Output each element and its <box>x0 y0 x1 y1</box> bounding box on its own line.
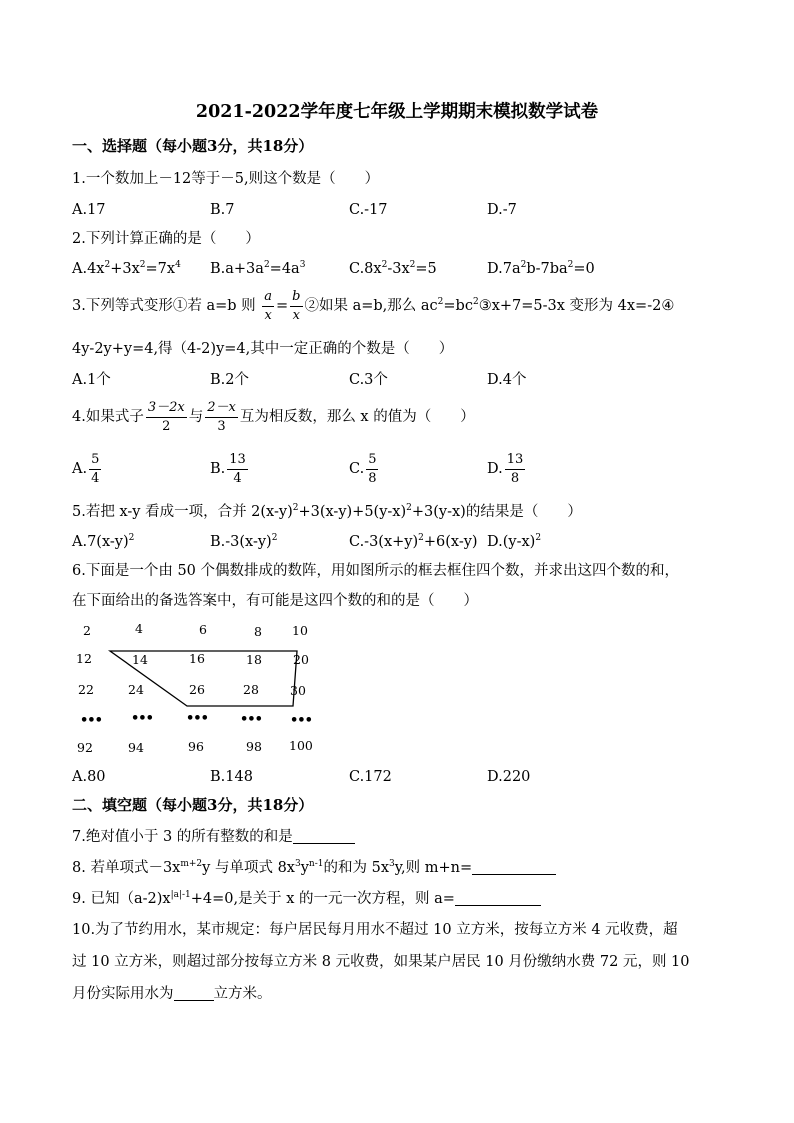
q3-option-b: B.2个 <box>210 372 249 388</box>
grid-cell: 18 <box>246 652 262 667</box>
grid-cell: 2 <box>83 623 91 638</box>
grid-cell: 4 <box>135 621 143 636</box>
section-heading-choice: 一、选择题（每小题3分，共18分） <box>72 137 314 155</box>
section-heading-fill-in: 二、填空题（每小题3分，共18分） <box>72 796 314 814</box>
fraction-expr-1: $\frac{3-2x}{2}$ <box>147 400 185 434</box>
q1-option-a: A.17 <box>72 202 106 218</box>
grid-cell: 20 <box>293 652 309 667</box>
grid-cell: 92 <box>77 740 93 755</box>
question-6-line-1: 6.下面是一个由 50 个偶数排成的数阵，用如图所示的框去框住四个数，并求出这四个数的和， <box>72 563 679 579</box>
grid-cell: 6 <box>199 622 207 637</box>
question-10-line-2: 过 10 立方米，则超过部分按每立方米 8 元收费，如果某户居民 10 月份缴纳水费 72 元，则 10 <box>72 954 690 970</box>
q6-option-d: D.220 <box>487 769 531 785</box>
grid-ellipsis: ••• <box>80 713 102 728</box>
question-1: 1.一个数加上－12等于－5,则这个数是（ ） <box>72 171 380 187</box>
q2-option-b: $B.a+3a^2=4a^3$ <box>210 260 306 277</box>
grid-ellipsis: ••• <box>131 711 153 726</box>
q6-option-a: A.80 <box>72 769 106 785</box>
q2-option-c: $C.8x^2-3x^2=5$ <box>349 260 437 277</box>
fraction-expr-2: $\frac{2-x}{3}$ <box>207 400 236 434</box>
q3-option-a: A.1个 <box>72 372 111 388</box>
q2-option-a: $A.4x^2+3x^2=7x^4$ <box>72 260 181 277</box>
grid-cell: 8 <box>254 624 262 639</box>
q6-option-c: C.172 <box>349 769 392 785</box>
question-2: 2.下列计算正确的是（ ） <box>72 231 260 247</box>
grid-cell: 14 <box>132 652 148 667</box>
q1-option-c: C.-17 <box>349 202 388 218</box>
grid-ellipsis: ••• <box>186 711 208 726</box>
question-6-line-2: 在下面给出的备选答案中，有可能是这四个数的和的是（ ） <box>72 593 478 609</box>
grid-cell: 26 <box>189 682 205 697</box>
q3-option-c: C.3个 <box>349 372 388 388</box>
grid-cell: 94 <box>128 740 144 755</box>
question-3-line-1: 3.下列等式变形①若 a=b 则 $\frac{a}{x}$ = $\frac{b}{x}$ ②如果 a=b,那么 $ac^2=bc^2③x+7=5-3x$ 变形为 4x=-2④ <box>72 289 675 323</box>
q4-option-d: D. $\frac{13}{8}$ <box>487 452 524 486</box>
grid-cell: 10 <box>292 623 308 638</box>
grid-cell: 12 <box>76 651 92 666</box>
q5-option-a: $A.7(x-y)^2$ <box>72 533 135 550</box>
grid-ellipsis: ••• <box>240 712 262 727</box>
grid-cell: 24 <box>128 682 144 697</box>
q5-option-d: $D.(y-x)^2$ <box>487 533 542 550</box>
fraction-b-over-x: $\frac{b}{x}$ <box>292 289 301 323</box>
grid-cell: 28 <box>243 682 259 697</box>
q4-option-c: C. $\frac{5}{8}$ <box>349 452 377 486</box>
grid-cell: 96 <box>188 739 204 754</box>
grid-cell: 98 <box>246 739 262 754</box>
answer-blank[interactable] <box>455 905 541 906</box>
fraction-a-over-x: $\frac{a}{x}$ <box>264 289 273 323</box>
question-8: 8. 若单项式$-3x^{m+2}y$ 与单项式 $8x^3y^{n-1}$的和为 $5x^3y$,则 m+n= <box>72 861 556 876</box>
q6-option-b: B.148 <box>210 769 253 785</box>
question-10-line-3: 月份实际用水为 立方米。 <box>72 986 272 1002</box>
grid-cell: 30 <box>290 683 306 698</box>
question-4: 4.如果式子 $\frac{3-2x}{2}$ 与 $\frac{2-x}{3}$ 互为相反数，那么 x 的值为（ ） <box>72 400 475 434</box>
answer-blank[interactable] <box>472 874 556 875</box>
grid-ellipsis: ••• <box>290 713 312 728</box>
question-5: 5.若把 x-y 看成一项，合并 $2(x-y)^2+3(x-y)+5(y-x)^2+3(y-x)$的结果是（ ） <box>72 503 582 520</box>
question-3-line-2: 4y-2y+y=4,得（4-2)y=4,其中一定正确的个数是（ ） <box>72 341 454 357</box>
grid-cell: 100 <box>289 738 313 753</box>
answer-blank[interactable] <box>174 1000 214 1001</box>
question-7: 7.绝对值小于 3 的所有整数的和是 <box>72 830 355 845</box>
q4-option-b: B. $\frac{13}{4}$ <box>210 452 246 486</box>
q4-option-a: A. $\frac{5}{4}$ <box>72 452 100 486</box>
grid-cell: 22 <box>78 682 94 697</box>
q3-option-d: D.4个 <box>487 372 527 388</box>
question-10-line-1: 10.为了节约用水，某市规定：每户居民每月用水不超过 10 立方米，按每立方米 4 元收费，超 <box>72 922 678 938</box>
page-title: 2021-2022学年度七年级上学期期末模拟数学试卷 <box>195 102 599 122</box>
q2-option-d: $D.7a^2b-7ba^2=0$ <box>487 260 595 277</box>
grid-cell: 16 <box>189 651 205 666</box>
q5-option-b: $B.-3(x-y)^2$ <box>210 533 278 550</box>
answer-blank[interactable] <box>293 843 355 844</box>
question-9: 9. 已知$(a-2)x^{|a|-1}+4=0$,是关于 x 的一元一次方程，则 a= <box>72 892 541 907</box>
q1-option-d: D.-7 <box>487 202 517 218</box>
q1-option-b: B.7 <box>210 202 235 218</box>
q5-option-c: $C.-3(x+y)^2+6(x-y)$ <box>349 533 478 550</box>
